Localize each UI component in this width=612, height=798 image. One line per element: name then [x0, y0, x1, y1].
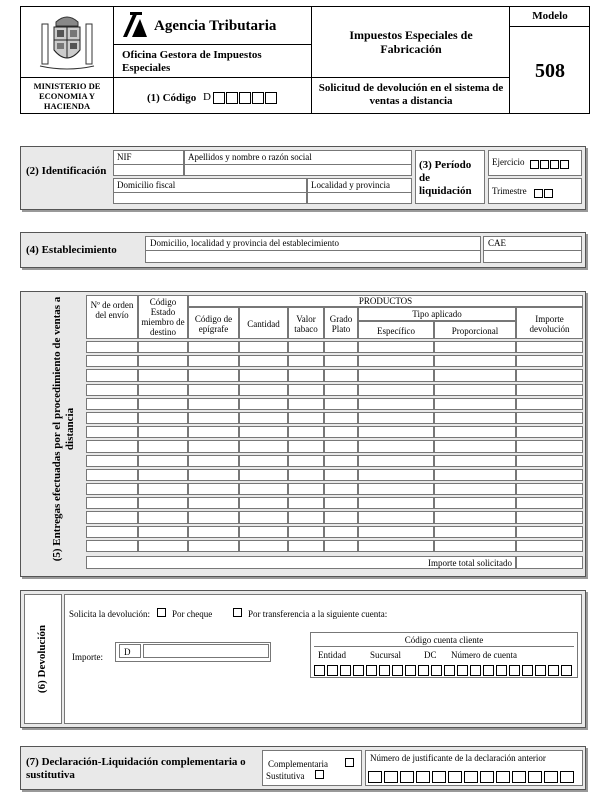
table-cell[interactable]	[86, 469, 138, 481]
digit-box[interactable]	[544, 771, 558, 783]
table-cell[interactable]	[138, 384, 188, 396]
digit-box[interactable]	[384, 771, 398, 783]
table-cell[interactable]	[358, 526, 434, 538]
table-cell[interactable]	[239, 469, 288, 481]
table-cell[interactable]	[86, 369, 138, 381]
table-cell[interactable]	[86, 455, 138, 467]
digit-box[interactable]	[379, 665, 390, 676]
table-cell[interactable]	[188, 455, 239, 467]
table-cell[interactable]	[516, 369, 583, 381]
table-cell[interactable]	[188, 540, 239, 552]
table-cell[interactable]	[434, 384, 516, 396]
table-cell[interactable]	[434, 540, 516, 552]
table-cell[interactable]	[516, 355, 583, 367]
ejercicio-label: Ejercicio	[492, 157, 525, 167]
table-cell[interactable]	[358, 483, 434, 495]
table-cell[interactable]	[188, 355, 239, 367]
table-cell[interactable]	[239, 355, 288, 367]
complementaria-checkbox[interactable]	[345, 758, 354, 767]
table-cell[interactable]	[288, 440, 324, 452]
table-cell[interactable]	[516, 469, 583, 481]
table-cell[interactable]	[516, 440, 583, 452]
table-cell[interactable]	[188, 440, 239, 452]
digit-box[interactable]	[528, 771, 542, 783]
table-cell[interactable]	[138, 483, 188, 495]
sustitutiva-checkbox[interactable]	[315, 770, 324, 779]
section-3-title: (3) Período de liquidación	[419, 159, 472, 197]
importe-input[interactable]	[143, 644, 269, 658]
cheque-checkbox[interactable]	[157, 608, 166, 617]
table-cell[interactable]	[188, 398, 239, 410]
sucursal-label: Sucursal	[370, 650, 401, 660]
table-cell[interactable]	[138, 355, 188, 367]
solicita-label: Solicita la devolución:	[69, 609, 150, 619]
digit-box[interactable]	[496, 771, 510, 783]
table-cell[interactable]	[434, 497, 516, 509]
table-cell[interactable]	[324, 483, 358, 495]
table-cell[interactable]	[288, 469, 324, 481]
table-cell[interactable]	[324, 355, 358, 367]
digit-box[interactable]	[366, 665, 377, 676]
table-cell[interactable]	[239, 497, 288, 509]
cae-label: CAE	[488, 238, 506, 248]
tax-title: Impuestos Especiales de Fabricación	[349, 28, 473, 56]
table-cell[interactable]	[434, 426, 516, 438]
table-cell[interactable]	[188, 426, 239, 438]
table-cell[interactable]	[86, 483, 138, 495]
table-cell[interactable]	[434, 455, 516, 467]
transferencia-label: Por transferencia a la siguiente cuenta:	[248, 609, 388, 619]
digit-box[interactable]	[509, 665, 520, 676]
table-cell[interactable]	[434, 341, 516, 353]
table-cell[interactable]	[239, 511, 288, 523]
digit-box[interactable]	[400, 771, 414, 783]
table-cell[interactable]	[358, 398, 434, 410]
table-cell[interactable]	[138, 497, 188, 509]
section-5-title: (5) Entregas efectuadas por el procedimiento de ventas a distancia	[51, 296, 76, 562]
modelo-label: Modelo	[532, 10, 568, 22]
header-divider	[113, 6, 114, 114]
field-divider	[145, 250, 481, 251]
table-cell[interactable]	[358, 511, 434, 523]
codigo-label: (1) Código	[147, 92, 197, 104]
digit-box[interactable]	[432, 771, 446, 783]
digit-box[interactable]	[535, 665, 546, 676]
table-cell[interactable]	[288, 341, 324, 353]
table-cell[interactable]	[138, 455, 188, 467]
table-cell[interactable]	[86, 497, 138, 509]
table-cell[interactable]	[324, 412, 358, 424]
table-cell[interactable]	[324, 426, 358, 438]
table-cell[interactable]	[358, 540, 434, 552]
table-cell[interactable]	[434, 369, 516, 381]
digit-box[interactable]	[340, 665, 351, 676]
table-cell[interactable]	[516, 455, 583, 467]
cheque-label: Por cheque	[172, 609, 213, 619]
col-codigo-estado-label: Código Estado miembro de destino	[141, 297, 185, 337]
table-cell[interactable]	[358, 497, 434, 509]
table-cell[interactable]	[324, 497, 358, 509]
ccc-divider	[314, 646, 574, 647]
digit-box[interactable]	[405, 665, 416, 676]
trimestre-label: Trimestre	[492, 186, 527, 196]
justificante-digits[interactable]	[368, 768, 576, 786]
table-cell[interactable]	[138, 369, 188, 381]
total-label: Importe total solicitado	[428, 558, 512, 568]
table-cell[interactable]	[434, 398, 516, 410]
request-title: Solicitud de devolución en el sistema de ventas a distancia	[318, 82, 504, 107]
tipo-aplicado-label: Tipo aplicado	[412, 309, 462, 319]
table-cell[interactable]	[516, 483, 583, 495]
section-6-title: (6) Devolución	[36, 624, 48, 694]
table-cell[interactable]	[86, 440, 138, 452]
col-grado-label: Grado Plato	[329, 314, 353, 334]
table-cell[interactable]	[86, 341, 138, 353]
table-cell[interactable]	[288, 455, 324, 467]
digit-box[interactable]	[416, 771, 430, 783]
table-cell[interactable]	[288, 511, 324, 523]
table-cell[interactable]	[516, 540, 583, 552]
table-cell[interactable]	[288, 412, 324, 424]
digit-box[interactable]	[457, 665, 468, 676]
table-cell[interactable]	[516, 526, 583, 538]
importe-label: Importe:	[72, 652, 103, 662]
digit-box[interactable]	[464, 771, 478, 783]
table-cell[interactable]	[86, 355, 138, 367]
table-cell[interactable]	[239, 412, 288, 424]
table-cell[interactable]	[358, 355, 434, 367]
digit-box[interactable]	[522, 665, 533, 676]
table-cell[interactable]	[516, 384, 583, 396]
header-divider	[311, 6, 312, 114]
table-cell[interactable]	[188, 483, 239, 495]
nombre-label: Apellidos y nombre o razón social	[188, 152, 312, 162]
field-divider	[483, 250, 582, 251]
digit-box[interactable]	[314, 665, 325, 676]
table-cell[interactable]	[288, 384, 324, 396]
table-cell[interactable]	[188, 341, 239, 353]
table-cell[interactable]	[288, 540, 324, 552]
field-divider	[113, 164, 184, 165]
table-cell[interactable]	[324, 369, 358, 381]
table-cell[interactable]	[324, 341, 358, 353]
digit-box[interactable]	[431, 665, 442, 676]
table-cell[interactable]	[288, 398, 324, 410]
table-cell[interactable]	[516, 341, 583, 353]
header-divider	[20, 77, 509, 78]
entidad-label: Entidad	[318, 650, 346, 660]
agency-logo-icon	[120, 9, 150, 39]
digit-box[interactable]	[392, 665, 403, 676]
table-cell[interactable]	[516, 511, 583, 523]
digit-box[interactable]	[418, 665, 429, 676]
office-name: Oficina Gestora de Impuestos Especiales	[122, 49, 262, 74]
table-cell[interactable]	[86, 526, 138, 538]
table-cell[interactable]	[239, 440, 288, 452]
table-cell[interactable]	[358, 455, 434, 467]
table-cell[interactable]	[516, 398, 583, 410]
table-cell[interactable]	[288, 526, 324, 538]
table-cell[interactable]	[138, 511, 188, 523]
table-cell[interactable]	[86, 511, 138, 523]
table-cell[interactable]	[138, 412, 188, 424]
table-cell[interactable]	[188, 384, 239, 396]
digit-box[interactable]	[561, 665, 572, 676]
ministry-name: MINISTERIO DE ECONOMIA Y HACIENDA	[33, 81, 101, 111]
table-cell[interactable]	[188, 526, 239, 538]
table-cell[interactable]	[239, 384, 288, 396]
table-cell[interactable]	[239, 483, 288, 495]
table-cell[interactable]	[239, 369, 288, 381]
productos-label: PRODUCTOS	[358, 296, 413, 306]
transferencia-checkbox[interactable]	[233, 608, 242, 617]
table-cell[interactable]	[434, 412, 516, 424]
digit-box[interactable]	[448, 771, 462, 783]
section-7-title: (7) Declaración-Liquidación complementaria o sustitutiva	[26, 756, 246, 781]
table-cell[interactable]	[434, 440, 516, 452]
trimestre-input[interactable]	[534, 184, 554, 202]
digit-box[interactable]	[368, 771, 382, 783]
col-importe-label: Importe devolución	[529, 314, 570, 334]
col-cantidad-label: Cantidad	[247, 319, 280, 329]
table-cell[interactable]	[358, 341, 434, 353]
col-orden-label: Nº de orden del envío	[90, 300, 134, 320]
digit-box[interactable]	[353, 665, 364, 676]
digit-box[interactable]	[512, 771, 526, 783]
coat-of-arms-icon	[38, 10, 96, 72]
col-especifico-label: Específico	[377, 326, 415, 336]
table-cell[interactable]	[516, 412, 583, 424]
sustitutiva-label: Sustitutiva	[266, 771, 305, 781]
table-cell[interactable]	[358, 369, 434, 381]
codigo-input[interactable]	[213, 89, 278, 107]
table-cell[interactable]	[188, 511, 239, 523]
section-4-title: (4) Establecimiento	[26, 244, 117, 256]
table-cell[interactable]	[358, 426, 434, 438]
digit-box[interactable]	[560, 771, 574, 783]
table-cell[interactable]	[324, 384, 358, 396]
table-cell[interactable]	[434, 526, 516, 538]
header-divider	[509, 26, 590, 27]
table-cell[interactable]	[239, 540, 288, 552]
digit-box[interactable]	[327, 665, 338, 676]
modelo-number: 508	[535, 60, 565, 82]
table-cell[interactable]	[138, 540, 188, 552]
field-divider	[184, 164, 412, 165]
digit-box[interactable]	[480, 771, 494, 783]
numero-cuenta-label: Número de cuenta	[451, 650, 517, 660]
table-cell[interactable]	[239, 426, 288, 438]
codigo-prefix: D	[203, 91, 211, 103]
table-cell[interactable]	[434, 469, 516, 481]
table-cell[interactable]	[239, 455, 288, 467]
table-cell[interactable]	[516, 497, 583, 509]
col-valor-label: Valor tabaco	[294, 314, 318, 334]
justificante-label: Número de justificante de la declaración anterior	[370, 753, 546, 763]
table-cell[interactable]	[138, 526, 188, 538]
table-cell[interactable]	[324, 469, 358, 481]
table-cell[interactable]	[138, 426, 188, 438]
table-cell[interactable]	[288, 483, 324, 495]
table-cell[interactable]	[358, 384, 434, 396]
field-divider	[113, 192, 307, 193]
section-2-title: (2) Identificación	[26, 165, 107, 177]
table-cell[interactable]	[324, 455, 358, 467]
table-cell[interactable]	[86, 540, 138, 552]
nif-label: NIF	[117, 152, 132, 162]
table-cell[interactable]	[324, 440, 358, 452]
agency-name: Agencia Tributaria	[154, 18, 277, 34]
table-cell[interactable]	[188, 369, 239, 381]
table-cell[interactable]	[138, 398, 188, 410]
dc-label: DC	[424, 650, 437, 660]
table-cell[interactable]	[358, 469, 434, 481]
localidad-label: Localidad y provincia	[311, 180, 390, 190]
table-cell[interactable]	[138, 469, 188, 481]
table-cell[interactable]	[434, 355, 516, 367]
table-cell[interactable]	[86, 384, 138, 396]
table-cell[interactable]	[358, 440, 434, 452]
table-cell[interactable]	[434, 483, 516, 495]
table-cell[interactable]	[188, 497, 239, 509]
digit-box[interactable]	[444, 665, 455, 676]
table-cell[interactable]	[239, 398, 288, 410]
table-cell[interactable]	[138, 440, 188, 452]
total-input[interactable]	[516, 556, 583, 569]
col-proporcional-label: Proporcional	[451, 326, 499, 336]
table-cell[interactable]	[324, 398, 358, 410]
table-cell[interactable]	[288, 355, 324, 367]
table-cell[interactable]	[324, 526, 358, 538]
digit-box[interactable]	[548, 665, 559, 676]
table-cell[interactable]	[288, 426, 324, 438]
table-cell[interactable]	[86, 412, 138, 424]
table-cell[interactable]	[288, 497, 324, 509]
table-cell[interactable]	[188, 469, 239, 481]
table-cell[interactable]	[188, 412, 239, 424]
table-cell[interactable]	[288, 369, 324, 381]
table-cell[interactable]	[138, 341, 188, 353]
establecimiento-domicilio-label: Domicilio, localidad y provincia del establecimiento	[150, 238, 339, 248]
ccc-digits[interactable]	[314, 661, 574, 679]
table-cell[interactable]	[239, 341, 288, 353]
digit-box[interactable]	[470, 665, 481, 676]
digit-box[interactable]	[483, 665, 494, 676]
table-cell[interactable]	[324, 511, 358, 523]
complementaria-label: Complementaria	[268, 759, 328, 769]
ejercicio-input[interactable]	[530, 155, 570, 173]
field-divider	[307, 192, 412, 193]
table-cell[interactable]	[239, 526, 288, 538]
table-cell[interactable]	[516, 426, 583, 438]
ccc-label: Código cuenta cliente	[404, 635, 484, 645]
col-epigrafe-label: Código de epígrafe	[194, 314, 233, 334]
domicilio-label: Domicilio fiscal	[117, 180, 176, 190]
table-cell[interactable]	[86, 426, 138, 438]
table-cell[interactable]	[324, 540, 358, 552]
table-cell[interactable]	[86, 398, 138, 410]
digit-box[interactable]	[496, 665, 507, 676]
table-cell[interactable]	[434, 511, 516, 523]
importe-prefix: D	[124, 647, 131, 657]
table-cell[interactable]	[358, 412, 434, 424]
header-divider	[113, 44, 311, 45]
